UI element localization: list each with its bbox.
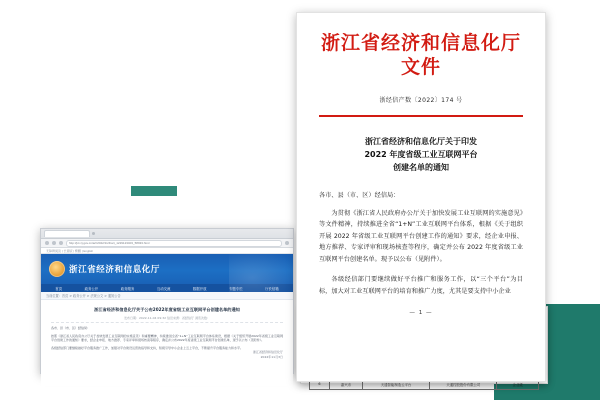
site-utility-links[interactable]: 无障碍阅读 | 长辈版 | 繁體 | English bbox=[46, 248, 94, 253]
official-document-page-number: — 1 — bbox=[409, 310, 433, 317]
article-body bbox=[41, 300, 293, 386]
nav-item-services[interactable]: 政务服务 bbox=[120, 286, 135, 291]
back-icon[interactable] bbox=[45, 241, 49, 245]
red-divider-line bbox=[319, 115, 523, 117]
official-document-salutation: 各市、县（市、区）经信局： bbox=[319, 191, 400, 199]
site-banner bbox=[41, 254, 293, 284]
nav-item-home[interactable]: 首页 bbox=[55, 286, 63, 291]
cell-no: 6 bbox=[310, 379, 330, 390]
official-document-paragraph-1: 为贯彻《浙江省人民政府办公厅关于加快发展工业互联网的实施意见》等文件精神，持续推进全省“1+N”工业互联网平台体系，根据《关于组织开展 2022 年省级工业互联网平台创建工作的通知》要求，经企业申报、地方推荐、专家评审和现场核查等程序，确定并公布 2022 年度省级工业互联网平台创建名单。现予以公布（见附件）。 bbox=[319, 209, 523, 263]
browser-tab-strip[interactable] bbox=[41, 229, 293, 239]
cell-type: 企业级 bbox=[497, 379, 539, 390]
heading-line-2: 2022 年度省级工业互联网平台 bbox=[364, 149, 478, 159]
article-signature-org: 浙江省经济和信息化厅 bbox=[252, 350, 283, 355]
decorative-teal-bar bbox=[131, 186, 177, 196]
article-paragraph-3: 各级经信部门要继续做好平台服务推广工作，加强对平台建设运营的指导和支持，积极引导中小企业上云上平台，不断提升平台服务能力和水平。 bbox=[51, 345, 244, 350]
cell-platform: 天通智能制造云平台 bbox=[362, 379, 429, 390]
official-document-header-title: 浙江省经济和信息化厅文件 bbox=[320, 32, 521, 78]
url-input[interactable]: http://jxt.zj.gov.cn/art/2022/11/4/art_1229123403_58933.html bbox=[66, 240, 282, 247]
browser-window[interactable] bbox=[40, 228, 294, 374]
article-paragraph-2: 按照《浙江省人民政府办公厅关于加快发展工业互联网的实施意见》和重要精神，持续推进全省“1+N”工业互联网平台体系建设，根据《关于组织开展2022年省级工业互联网平台创建工作的通知》要求，经企业申报、地方推荐、专家评审和现场核查等程序，确定并公布2022年度省级工业互联网平台创建名单，现予以公布（见附件）。 bbox=[51, 333, 283, 343]
national-emblem-icon bbox=[49, 261, 65, 277]
forward-icon[interactable] bbox=[52, 241, 56, 245]
official-document-number: 浙经信产数〔2022〕174 号 bbox=[379, 97, 463, 104]
cell-unit: 天通控股股份有限公司 bbox=[430, 379, 497, 390]
reload-icon[interactable] bbox=[59, 241, 63, 245]
article-signature-date: 2022年11月3日 bbox=[260, 354, 283, 359]
official-document-page bbox=[296, 12, 546, 382]
article-title: 浙江省经济和信息化厅关于公布2022年度省级工业互联网平台创建名单的通知 bbox=[94, 307, 240, 312]
heading-line-3: 创建名单的通知 bbox=[393, 162, 449, 172]
cell-area: 嘉兴市 bbox=[330, 379, 363, 390]
official-document-heading bbox=[319, 135, 523, 174]
article-meta: 发布日期：2022-11-04 09:32 信息来源：省经信厅 浏览次数： bbox=[51, 316, 283, 323]
site-title: 浙江省经济和信息化厅 bbox=[69, 265, 161, 275]
heading-line-1: 浙江省经济和信息化厅关于印发 bbox=[365, 136, 477, 146]
official-document-body bbox=[297, 13, 545, 381]
new-tab-icon[interactable] bbox=[92, 232, 95, 235]
nav-item-open-data[interactable]: 数据开放 bbox=[192, 286, 207, 291]
official-document-paragraph-2: 各级经信部门要继续做好平台推广和服务工作，以“三个平台”为目标，加大对工业互联网平台的培育和推广力度，尤其是要支持中小企业 bbox=[319, 276, 523, 295]
article-paragraph-1: 各市、县（市、区）经信局： bbox=[51, 326, 91, 330]
nav-item-open-gov[interactable]: 政务公开 bbox=[84, 286, 99, 291]
nav-item-interaction[interactable]: 互动交流 bbox=[156, 286, 171, 291]
breadcrumb[interactable]: 当前位置：首页 > 政务公开 > 法规公文 > 通知公告 bbox=[41, 292, 293, 300]
browser-tab-gov-site[interactable] bbox=[44, 230, 90, 237]
